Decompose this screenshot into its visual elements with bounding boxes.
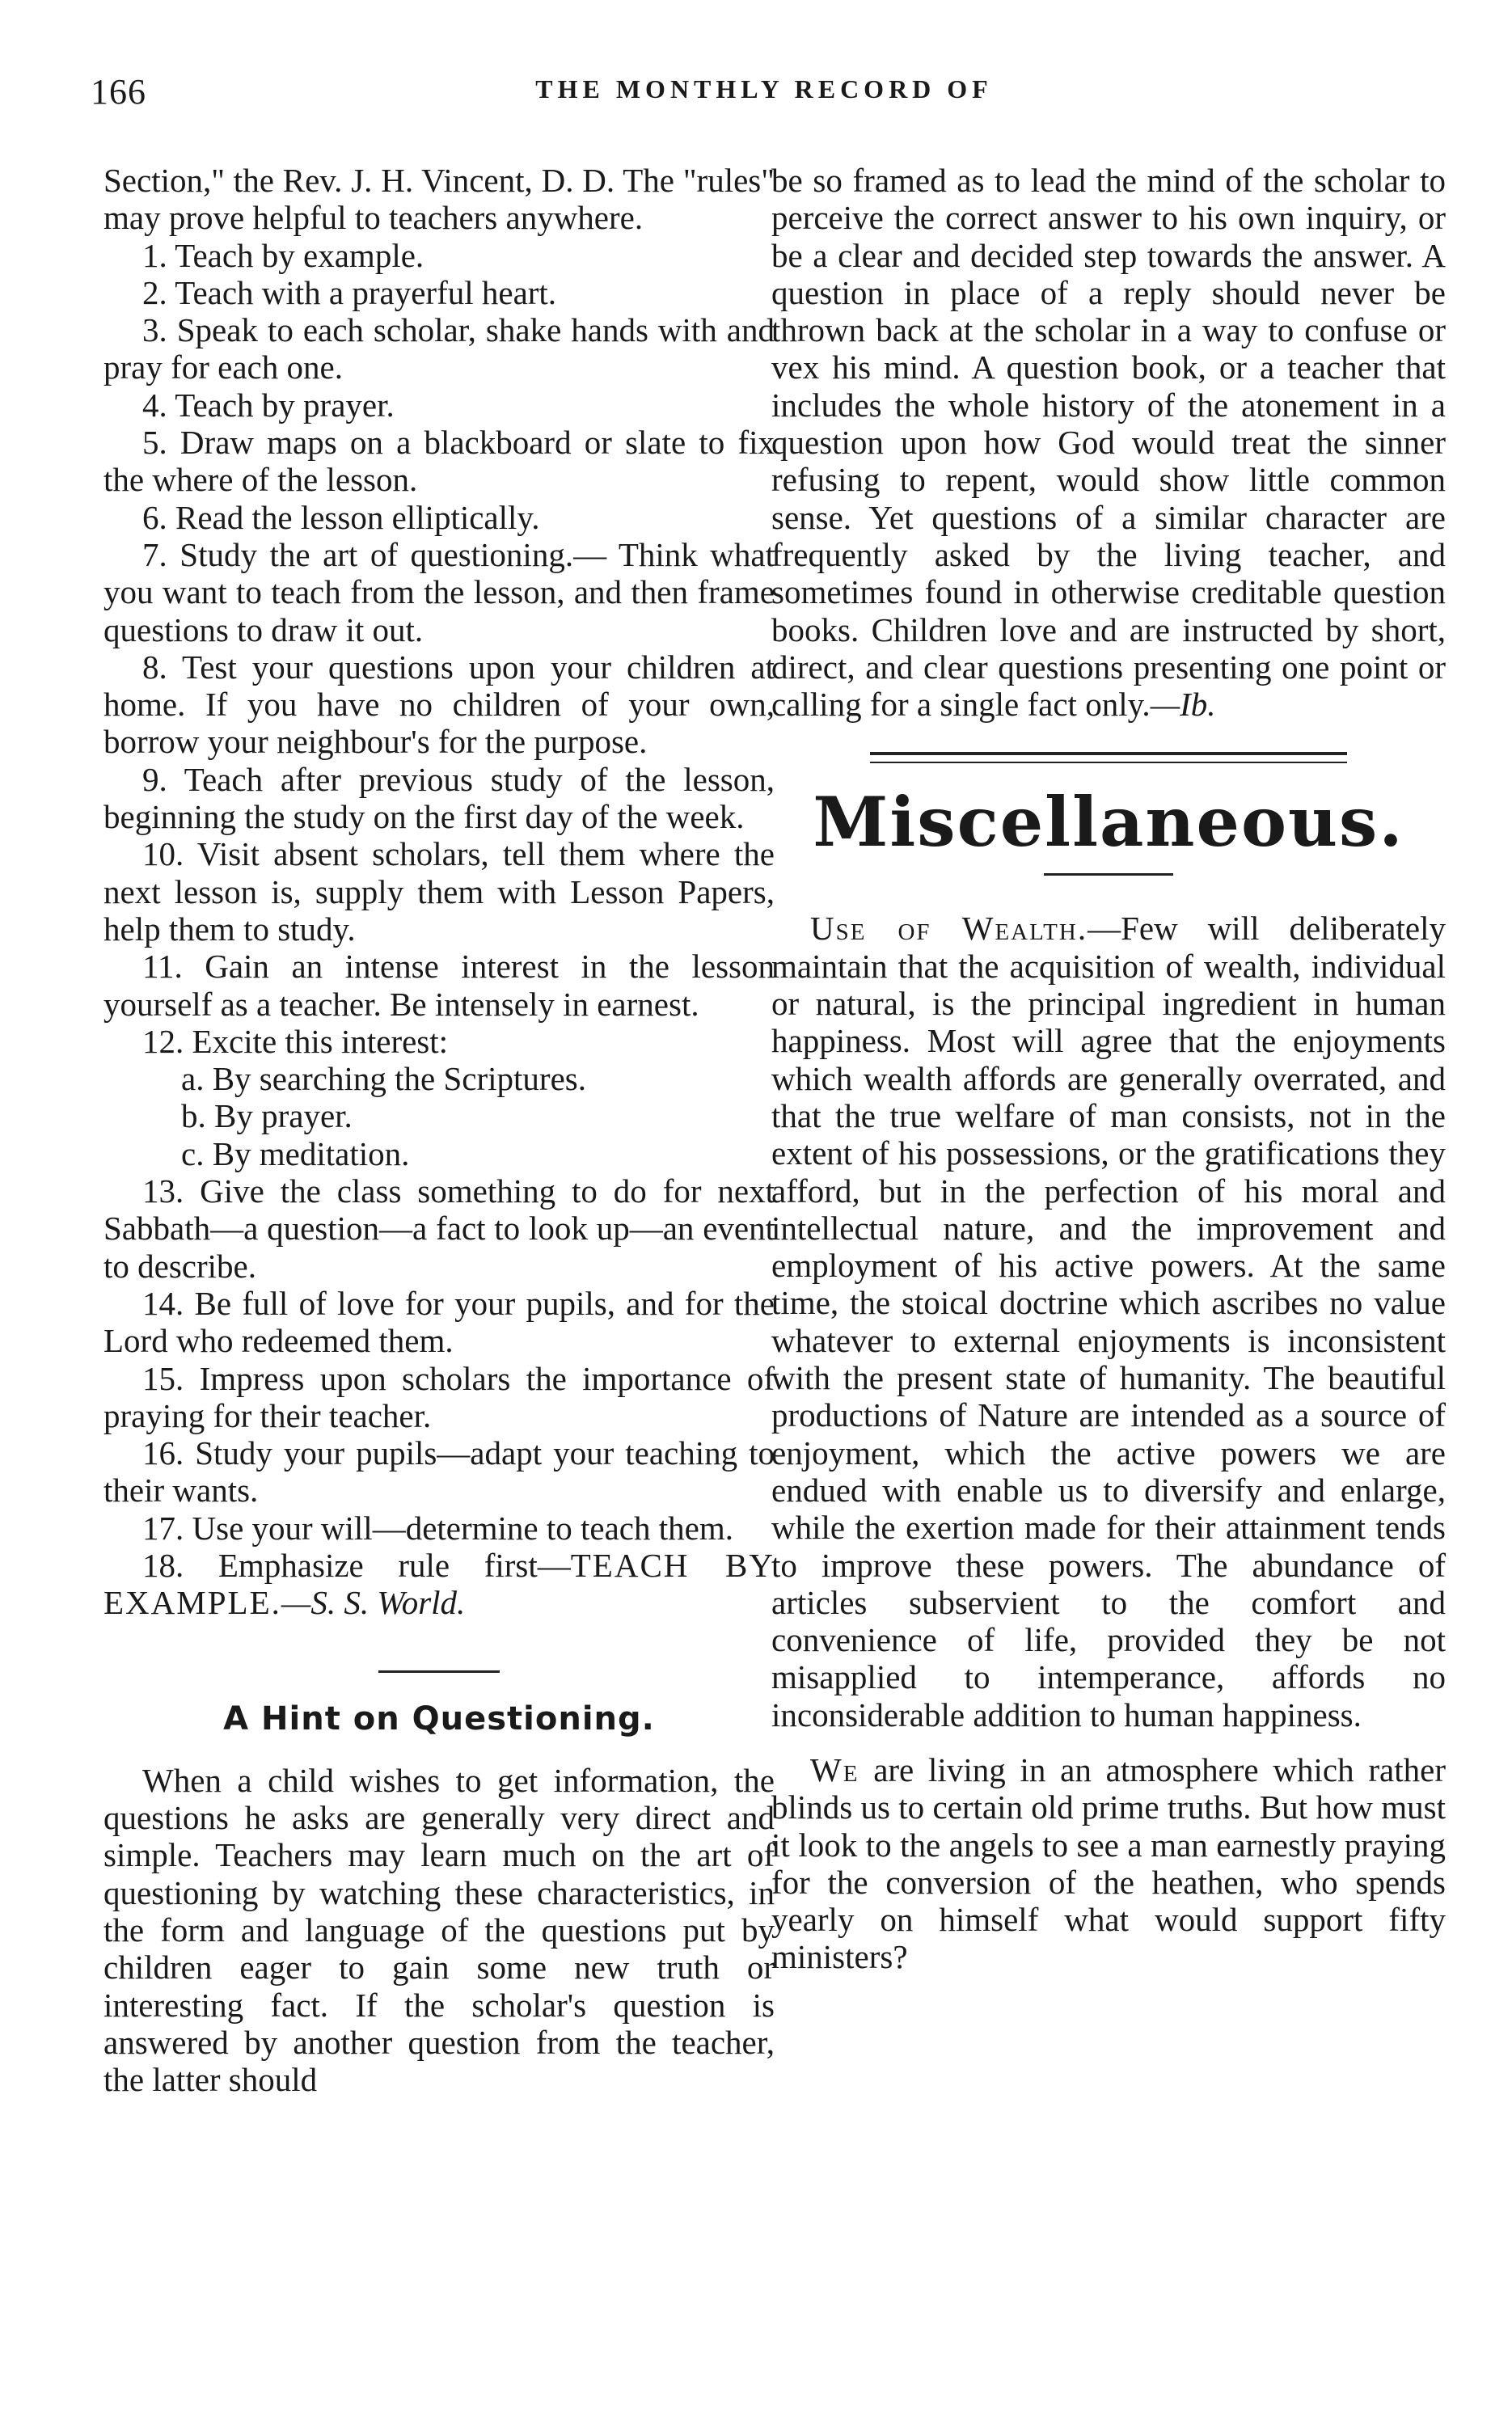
rule-item: 4. Teach by prayer. [142, 386, 395, 424]
rule-item: 7. Study the art of questioning.— Think what you want to teach from the lesson, and then frame questions to draw it out. [103, 535, 775, 648]
rule-18-source: —S. S. World. [281, 1584, 466, 1622]
rule-item: 10. Visit absent scholars, tell them where the next lesson is, supply them with Lesson Papers, help them to study. [103, 835, 775, 948]
double-rule-divider [870, 752, 1347, 763]
rule-item: 17. Use your will—determine to teach them. [142, 1509, 733, 1547]
rule-item: 3. Speak to each scholar, shake hands with and pray for each one. [103, 311, 775, 386]
rule-item: 9. Teach after previous study of the lesson, beginning the study on the first day of the week. [103, 760, 775, 836]
section-divider [378, 1670, 500, 1673]
wealth-paragraph [771, 910, 1446, 1733]
rule-item: 13. Give the class something to do for next Sabbath—a question—a fact to look up—an event to describe. [103, 1172, 775, 1285]
rule-18-caps: TEACH BY EXAMPLE. [103, 1546, 775, 1622]
sub-item: b. By prayer. [181, 1097, 353, 1135]
hint-heading: A Hint on Questioning. [223, 1700, 655, 1738]
atmosphere-paragraph [771, 1751, 1446, 1976]
miscellaneous-title: Miscellaneous. [813, 782, 1404, 863]
rule-18-text: 18. Emphasize rule first— [142, 1546, 571, 1584]
left-column [103, 162, 775, 2099]
atmosphere-text: are living in an atmosphere which rather blinds us to certain old prime truths. But how must it look to the angels to see a man earnestly praying for the conversion of the heathen, who spends yearly on himself what would support fifty ministers? [771, 1750, 1446, 1976]
running-head: THE MONTHLY RECORD OF [535, 74, 993, 103]
title-underline [1044, 873, 1173, 876]
rule-item: 5. Draw maps on a blackboard or slate to fix the where of the lesson. [103, 424, 775, 499]
rule-item: 12. Excite this interest: [142, 1022, 449, 1060]
wealth-text: —Few will deliberately maintain that the acquisition of wealth, individual or natural, is the principal ingredient in human happiness. Most will agree that the enjoyments which wealth affords are generally overrated, and that the true welfare of man consists, not in the extent of his possessions, or the gratifications they afford, but in the perfection of his moral and intellectual nature, and the improvement and employment of his active powers. At the same time, the stoical doctrine which ascribes no value whatever to external enjoyments is inconsistent with the present state of humanity. The beautiful productions of Nature are intended as a source of enjoyment, which the active powers we are endued with enable us to diversify and enlarge, while the exertion made for their attainment tends to improve these powers. The abundance of articles subservient to the comfort and convenience of life, provided they be not misapplied to intemperance, affords no inconsiderable addition to human happiness. [771, 910, 1446, 1733]
rule-item: 16. Study your pupils—adapt your teaching to their wants. [103, 1434, 775, 1510]
right-column [771, 162, 1446, 1976]
rule-item: 15. Impress upon scholars the importance of praying for their teacher. [103, 1359, 775, 1434]
rule-item: 8. Test your questions upon your children at home. If you have no children of your own, borrow your neighbour's for the purpose. [103, 648, 775, 761]
atmosphere-lead: We [810, 1750, 859, 1788]
rule-item: 14. Be full of love for your pupils, and for the Lord who redeemed them. [103, 1284, 775, 1360]
intro-text: Section," the Rev. J. H. Vincent, D. D. The "rules" may prove helpful to teachers anywhere. [103, 162, 775, 237]
hint-source: —Ib. [1150, 686, 1216, 724]
rule-item: 11. Gain an intense interest in the lesson yourself as a teacher. Be intensely in earnest. [103, 948, 775, 1023]
hint-paragraph: When a child wishes to get information, the questions he asks are generally very direct and simple. Teachers may learn much on the art of questioning by watching these characteristics, in the form and language of the questions put by children eager to gain some new truth or interesting fact. If the scholar's question is answered by another question from the teacher, the latter should [103, 1761, 775, 2099]
rule-item-18 [103, 1547, 775, 1622]
sub-item: c. By meditation. [181, 1134, 410, 1172]
hint-continued [771, 162, 1446, 723]
page-header [91, 71, 1438, 120]
wealth-lead: Use of Wealth. [810, 910, 1088, 948]
page-number: 166 [91, 72, 146, 112]
rule-item: 6. Read the lesson elliptically. [142, 498, 540, 536]
sub-item: a. By searching the Scriptures. [181, 1060, 586, 1098]
hint-continued-text: be so framed as to lead the mind of the scholar to perceive the correct answer to his own inquiry, or be a clear and decided step towards the answer. A question in place of a reply should never be thrown back at the scholar in a way to confuse or vex his mind. A question book, or a teacher that includes the whole history of the atonement in a question upon how God would treat the sinner refusing to repent, would show little common sense. Yet questions of a similar character are frequently asked by the living teacher, and sometimes found in otherwise creditable question books. Children love and are instructed by short, direct, and clear questions presenting one point or calling for a single fact only. [771, 162, 1446, 724]
rule-item: 2. Teach with a prayerful heart. [142, 273, 557, 311]
rule-item: 1. Teach by example. [142, 236, 424, 274]
